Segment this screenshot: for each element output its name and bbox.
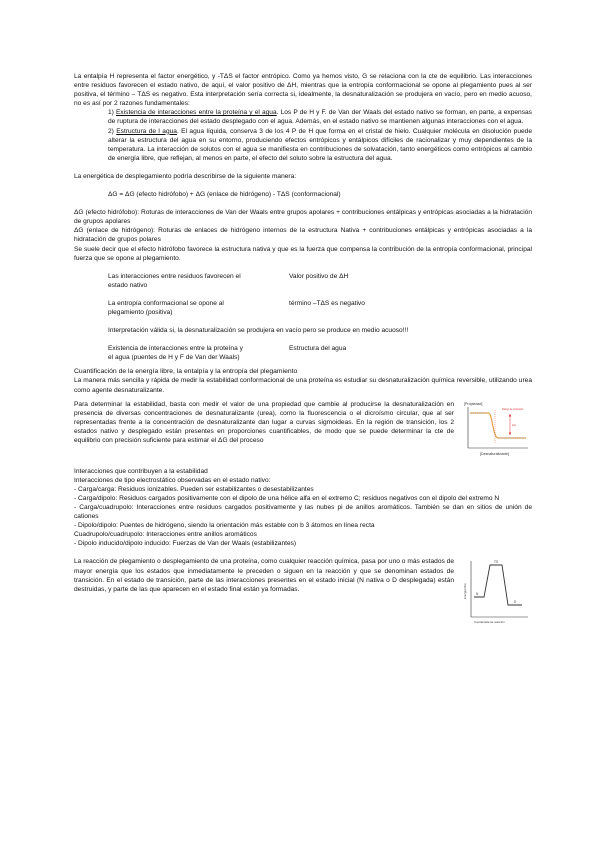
interaction-item: Cuadrupolo/cuadrupolo: Interacciones entre anillos aromáticos — [74, 531, 257, 539]
transition-block — [74, 557, 532, 627]
fig1-arrow-head-down — [509, 432, 511, 435]
summary-row-4 — [74, 344, 532, 362]
fig1-arrow-head-up — [509, 413, 511, 416]
interaction-item: - Carga/dipolo: Residuos cargados positivamente con el dipolo de una hélice alfa en el extremo C; residuos negativos con el dipolo del extremo N — [74, 494, 500, 502]
paragraph-stability: Para determinar la estabilidad, basta con medir el valor de una propiedad que cambie al producirse la desnaturalización en presencia de diversas concentraciones de desnaturalizante (urea), como la fluorescencia o el dicroísmo circular, que al ser representadas frente a la concentración de desnaturalizante dan lugar a curvas sigmoideas. En la región de transición, los 2 estados nativo y desplegado están presentes en proporciones cuantificables, de modo que se puede determinar la cte de equilibrio con precisión suficiente para estimar el ΔG del proceso — [74, 400, 454, 444]
interactions-subtitle: Interacciones de tipo electrostático observadas en el estado nativo: — [74, 476, 271, 484]
paragraph-transition-state: La reacción de plegamiento o desplegamiento de una proteína, como cualquier reacción química, pasa por uno o más estados de mayor energía que los estados que inmediatamente le preceden o siguen en la reacción y que se denominan estados de transición. En el estado de transición, parte de las interacciones presentes en el estado inicial (N nativa o D desplegada) están destruidas, y parte de las que aparecen en el estado final están ya formadas. — [74, 558, 454, 593]
summary-row-4-right: Estructura del agua — [289, 345, 347, 353]
reason-2-text: . El agua líquida, conserva 3 de los 4 P de H que forma en el cristal de hielo. Cualquier molécula en disolución puede alterar la estructura del agua en su entorno, produciendo efectos entrópicos y entálpicos difíciles de racionalizar y muy dependientes de la temperatura. La interacción de solutos con el agua se manifiesta en contribuciones de solvatación, tanto energéticos como entrópicos al cambio de energía libre, que reflejan, al menos en parte, el efecto del soluto sobre la estructura del agua. — [108, 127, 533, 162]
fig2-ylabel: Energía libre — [463, 583, 467, 600]
fig1-sigmoid-curve — [470, 413, 526, 438]
summary-row-4-left: Existencia de interacciones entre la proteína y el agua (puentes de H y F de Van der Waals) — [108, 345, 243, 362]
summary-row-1 — [74, 272, 532, 290]
summary-row-1-right: Valor positivo de ΔH — [289, 272, 349, 280]
paragraph-unfolding-energetics: La energética de desplegamiento podría describirse de la siguiente manera: — [74, 172, 297, 180]
paragraph-urea: La manera más sencilla y rápida de medir la estabilidad conformacional de una proteína es estudiar su desnaturalización química reversible, utilizando urea como agente desnaturalizante. — [74, 377, 532, 394]
list-item-reason-1: 1) Existencia de interacciones entre la proteína y el agua. Los P de H y F. de Van der Waals del estado nativo se forman, en parte, a expensas de ruptura de interacciones del estado desplegado con el agua. Además, en el estado nativo se mantienen algunas interacciones con el agua. — [108, 109, 532, 126]
summary-row-2-right: término –TΔS es negativo — [289, 299, 365, 307]
reason-1-text: . Los P de H y F. de Van der Waals del estado nativo se forman, en parte, a expensas de ruptura de interacciones del estado desplegado con el agua. Además, en el estado nativo se mantienen algunas interacciones con el agua. — [108, 109, 532, 126]
fig1-xlabel: [Desnaturalizante] — [480, 451, 509, 456]
interaction-item: - Carga/carga: Residuos ionizables. Pueden ser estabilizantes o desestabilizantes — [74, 485, 314, 493]
summary-row-2-left: La entropía conformacional se opone al plegamiento (positiva) — [108, 299, 224, 316]
equation: ΔG = ΔG (efecto hidrófobo) + ΔG (enlace de hidrógeno) - TΔS (conformacional) — [108, 191, 341, 199]
section-title-interactions: Interacciones que contribuyen a la estabilidad — [74, 467, 208, 475]
fig1-label-transition: Rango de transición — [502, 407, 524, 411]
section-title-quantification: Cuantificación de la energía libre, la entalpía y la entropía del plegamiento — [74, 368, 298, 376]
fig1-ylabel: [Propiedad] — [464, 401, 483, 406]
fig2-xlabel: Coordenada de reacción — [474, 620, 505, 625]
summary-row-1-left: Las interacciones entre residuos favorecen el estado nativo — [108, 272, 241, 289]
fig1-label-delta: ΔG — [512, 423, 516, 427]
reason-2-title: Estructura de l agua — [116, 127, 177, 135]
interaction-item: - Carga/cuadrupolo: Interacciones entre residuos cargados positivamente y las nubes pi de anillos aromáticos. También se dan en sitios de unión de cationes — [74, 504, 532, 521]
energy-profile-figure — [462, 557, 532, 627]
interaction-item: - Dipolo/dipolo: Puentes de hidrógeno, siendo la orientación más estable con b 3 átomos en línea recta — [74, 522, 375, 530]
fig2-label-n: N — [476, 592, 479, 597]
paragraph-hydrogen-bond: ΔG (enlace de hidrógeno): Roturas de enlaces de hidrógeno internos de la estructura Nativa + contribuciones entálpicas y entrópicas asociadas a la hidratación de grupos polares — [74, 227, 532, 244]
stability-block — [74, 400, 532, 458]
fig2-label-ts: TS — [494, 560, 499, 565]
fig2-label-d: D — [514, 600, 517, 605]
list-item-reason-2: 2) Estructura de l agua. El agua líquida, conserva 3 de los 4 P de H que forma en el cristal de hielo. Cualquier molécula en disolución puede alterar la estructura del agua en su entorno, produciendo efectos entrópicos y entálpicos difíciles de racionalizar y muy dependientes de la temperatura. La interacción de solutos con el agua se manifiesta en contribuciones de solvatación, tanto energéticos como entrópicos al cambio de energía libre, que reflejan, al menos en parte, el efecto del soluto sobre la estructura del agua. — [108, 127, 533, 162]
paragraph-hydrophobic: ΔG (efecto hidrófobo): Roturas de interacciones de Van der Waals entre grupos apolares + contribuciones entálpicas y entrópicas asociadas a la hidratación de grupos apolares — [74, 209, 532, 226]
summary-note: Interpretación válida si, la desnaturalización se produjera en vacío pero se produce en medio acuoso!!! — [108, 327, 409, 335]
paragraph-enthalpy-intro: La entalpía H representa el factor energético, y -TΔS el factor entrópico. Como ya hemos visto, G se relaciona con la cte de equilibrio. Las interacciones entre residuos favorecen el estado nativo, de aquí, el valor positivo de ΔH, mientras que la entropía conformacional se opone al plegamiento pues al ser positiva, el término – TΔS es negativo. Esta interpretación sería correcta si, idealmente, la desnaturalización se produjera en vacío, pero en medio acuoso, no es así por 2 razones fundamentales: — [74, 73, 532, 108]
paragraph-hydrophobic-effect: Se suele decir que el efecto hidrófobo favorece la estructura nativa y que es la fuerza que compensa la contribución de la entropía conformacional, principal fuerza que se opone al plegamiento. — [74, 245, 532, 262]
document-page — [74, 72, 532, 627]
reason-1-title: Existencia de interacciones entre la proteína y el agua — [115, 109, 277, 117]
summary-row-2 — [74, 299, 532, 317]
interaction-item: - Dipolo inducido/dipolo inducido: Fuerzas de Van der Waals (estabilizantes) — [74, 540, 297, 548]
fig2-energy-path — [474, 565, 522, 605]
denaturation-curve-figure — [462, 400, 532, 458]
